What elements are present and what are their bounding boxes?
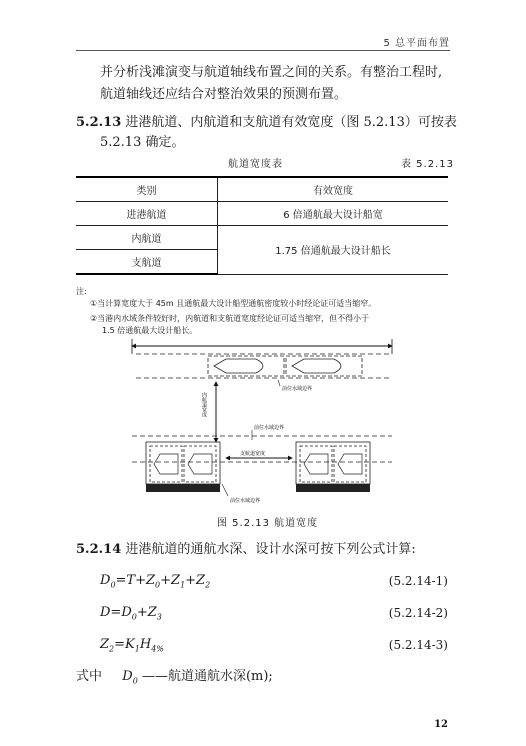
pier-block [146, 484, 220, 492]
note-1: ①当计算宽度大于 45m 且通航最大设计船型通航密度较小时经论证可适当缩窄。 [90, 299, 377, 308]
definition-text: ——航道通航水深(m); [137, 669, 273, 684]
section-number: 5.2.14 [76, 542, 122, 557]
ship-icon [304, 454, 328, 474]
running-header: 5 总平面布置 [383, 38, 450, 49]
leader-line [222, 484, 228, 496]
channel-width-figure [130, 334, 400, 510]
variable-definition [76, 668, 273, 691]
table-header-row [76, 177, 448, 202]
definition-symbol-sub: 0 [132, 676, 138, 686]
section-5-2-14-heading [76, 541, 416, 559]
berth-slot [300, 446, 332, 482]
branch-width-label: 支航道宽度 [240, 451, 266, 457]
page-number: 12 [434, 719, 448, 730]
paragraph-line: 5.2.13 确定。 [100, 135, 185, 150]
berth-slot [150, 446, 182, 482]
table-cell: 内航道 [76, 226, 218, 250]
ship-icon [338, 454, 362, 474]
ship-icon [154, 454, 178, 474]
paragraph-line: 航道轴线还应结合对整治效果的预测布置。 [100, 87, 348, 102]
berth-slot [334, 446, 366, 482]
table-title: 航道宽度表 [228, 159, 283, 170]
berth-box [296, 442, 370, 484]
figure-caption: 图 5.2.13 航道宽度 [217, 518, 319, 529]
equation-number: (5.2.14-3) [388, 638, 448, 652]
ship-icon [292, 359, 341, 373]
table-cell: 支航道 [76, 250, 218, 275]
section-text: 进港航道的通航水深、设计水深可按下列公式计算: [121, 542, 416, 557]
table-cell: 6 倍通航最大设计船宽 [218, 202, 449, 226]
formula-3: $Z_2=K_1H_{4\%}$ [100, 637, 164, 654]
formula-2: $D=D_0+Z_3$ [100, 605, 162, 622]
table-header-cell: 类别 [76, 177, 218, 202]
table-row [76, 226, 448, 250]
header-rule [76, 50, 450, 51]
notes-label: 注: [76, 287, 87, 296]
berth-slot [184, 446, 216, 482]
equation-number: (5.2.14-1) [388, 574, 448, 588]
equation-number: (5.2.14-2) [388, 606, 448, 620]
leader-line [278, 380, 280, 386]
paragraph-line: 并分析浅滩演变与航道轴线布置之间的关系。有整治工程时, [100, 65, 443, 80]
definition-prefix: 式中 [76, 669, 103, 684]
section-number: 5.2.13 [76, 115, 122, 130]
formula-1: $D_0=T+Z_0+Z_1+Z_2$ [100, 573, 211, 590]
channel-width-table [76, 176, 448, 275]
boundary-label-mid: 前位水域边界 [254, 425, 285, 431]
berth-box [146, 442, 220, 484]
table-cell: 进港航道 [76, 202, 218, 226]
ship-icon [188, 454, 212, 474]
note-2-line-1: ②当港内水域条件较好时，内航道和支航道宽度经论证可适当缩窄，但不得小于 [90, 314, 370, 323]
ship-icon [214, 359, 263, 373]
table-row [76, 202, 448, 226]
table-number: 表 5.2.13 [401, 159, 454, 170]
section-5-2-13-heading [76, 114, 457, 132]
table-cell: 1.75 倍通航最大设计船长 [218, 226, 449, 275]
note-2-line-2: 1.5 倍通航最大设计船长。 [102, 326, 198, 335]
definition-symbol: D [122, 669, 133, 684]
section-text: 进港航道、内航道和支航道有效宽度（图 5.2.13）可按表 [121, 115, 457, 130]
boundary-label-bottom: 前位水域边界 [230, 498, 261, 504]
table-header-cell: 有效宽度 [218, 177, 449, 202]
boundary-label-top: 前位水域边界 [282, 386, 313, 392]
inner-width-label: 内航道宽度 [201, 392, 207, 417]
pier-block [296, 484, 370, 492]
